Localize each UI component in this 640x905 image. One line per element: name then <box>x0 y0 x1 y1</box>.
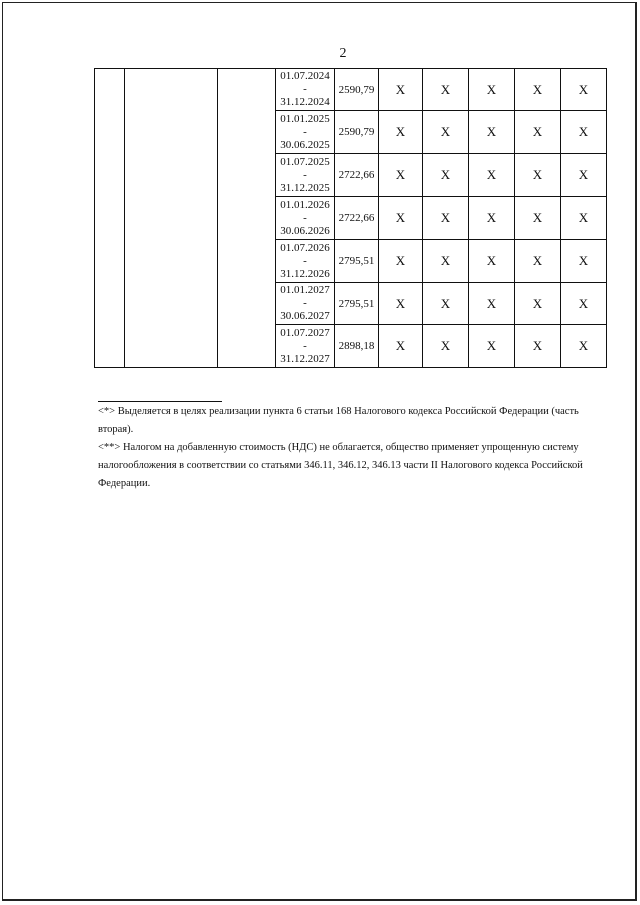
period-dash: - <box>303 168 307 181</box>
x-cell: X <box>515 325 561 368</box>
x-cell: X <box>379 154 423 197</box>
x-cell: X <box>379 283 423 325</box>
period-dash: - <box>303 339 307 352</box>
period-dash: - <box>303 254 307 267</box>
price-cell: 2795,51 <box>335 283 379 325</box>
x-cell: X <box>561 69 607 111</box>
x-cell: X <box>379 111 423 154</box>
footnote-1: <*> Выделяется в целях реализации пункта 6 статьи 168 Налогового кодекса Российской Федерации (часть вторая). <box>98 406 579 435</box>
x-cell: X <box>469 154 515 197</box>
x-cell: X <box>561 283 607 325</box>
x-cell: X <box>423 197 469 240</box>
x-cell: X <box>469 69 515 111</box>
x-cell: X <box>515 154 561 197</box>
period-to: 30.06.2026 <box>280 224 330 237</box>
period-from: 01.07.2027 <box>280 326 330 339</box>
period-to: 30.06.2025 <box>280 138 330 151</box>
table-row <box>95 69 607 111</box>
footnote-2: <**> Налогом на добавленную стоимость (НДС) не облагается, общество применяет упрощенную систему налогообложения в соответствии со статьями 346.11, 346.12, 346.13 части II Налогового кодекса Российской Федерации. <box>98 442 583 489</box>
x-cell: X <box>379 240 423 283</box>
period-to: 30.06.2027 <box>280 310 330 322</box>
period-from: 01.07.2024 <box>280 70 330 82</box>
x-cell: X <box>379 197 423 240</box>
x-cell: X <box>423 69 469 111</box>
x-cell: X <box>469 283 515 325</box>
price-cell: 2590,79 <box>335 111 379 154</box>
x-cell: X <box>515 283 561 325</box>
period-dash: - <box>303 125 307 138</box>
x-cell: X <box>469 240 515 283</box>
x-cell: X <box>515 197 561 240</box>
period-from: 01.01.2026 <box>280 198 330 211</box>
period-cell <box>276 325 335 368</box>
footnotes <box>98 403 608 493</box>
period-cell <box>276 154 335 197</box>
period-cell <box>276 197 335 240</box>
period-cell <box>276 111 335 154</box>
period-to: 31.12.2024 <box>280 96 330 108</box>
period-dash: - <box>303 297 307 309</box>
period-from: 01.07.2026 <box>280 241 330 254</box>
period-from: 01.01.2027 <box>280 284 330 296</box>
price-cell: 2722,66 <box>335 154 379 197</box>
x-cell: X <box>561 154 607 197</box>
x-cell: X <box>561 197 607 240</box>
x-cell: X <box>423 111 469 154</box>
period-dash: - <box>303 83 307 95</box>
x-cell: X <box>423 240 469 283</box>
footnote-divider <box>98 401 222 402</box>
period-from: 01.01.2025 <box>280 112 330 125</box>
period-to: 31.12.2026 <box>280 267 330 280</box>
x-cell: X <box>379 325 423 368</box>
x-cell: X <box>515 240 561 283</box>
x-cell: X <box>561 111 607 154</box>
merged-cell-left-col-3 <box>218 69 276 368</box>
x-cell: X <box>561 325 607 368</box>
merged-cell-left-col-1 <box>95 69 125 368</box>
period-to: 31.12.2027 <box>280 352 330 365</box>
page-number: 2 <box>339 46 347 61</box>
period-cell <box>276 69 335 111</box>
x-cell: X <box>469 197 515 240</box>
price-cell: 2590,79 <box>335 69 379 111</box>
x-cell: X <box>515 69 561 111</box>
period-cell <box>276 283 335 325</box>
x-cell: X <box>379 69 423 111</box>
period-from: 01.07.2025 <box>280 155 330 168</box>
x-cell: X <box>423 325 469 368</box>
x-cell: X <box>515 111 561 154</box>
period-cell <box>276 240 335 283</box>
period-to: 31.12.2025 <box>280 181 330 194</box>
period-dash: - <box>303 211 307 224</box>
tariff-table-body <box>95 69 607 368</box>
price-cell: 2898,18 <box>335 325 379 368</box>
tariff-table <box>94 68 607 368</box>
x-cell: X <box>561 240 607 283</box>
x-cell: X <box>469 111 515 154</box>
x-cell: X <box>423 154 469 197</box>
x-cell: X <box>469 325 515 368</box>
merged-cell-left-col-2 <box>125 69 218 368</box>
price-cell: 2795,51 <box>335 240 379 283</box>
price-cell: 2722,66 <box>335 197 379 240</box>
x-cell: X <box>423 283 469 325</box>
